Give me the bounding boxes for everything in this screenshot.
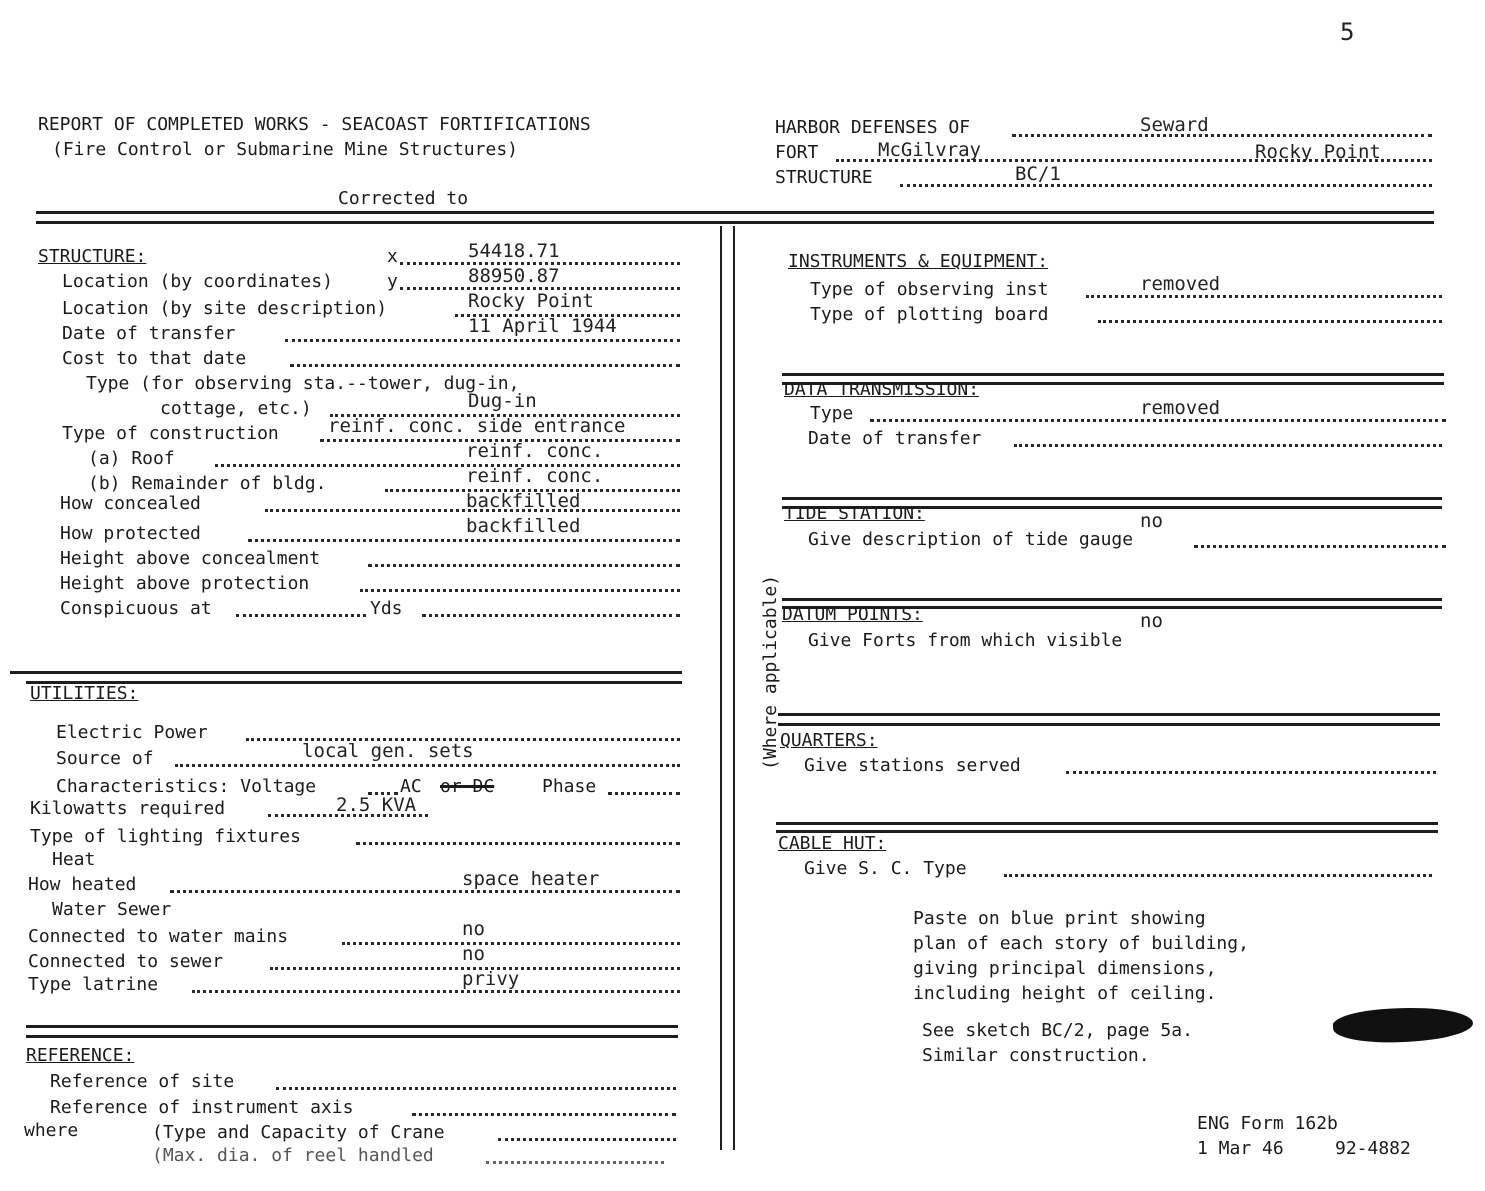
top-rule-2 <box>36 221 1434 224</box>
report-title: REPORT OF COMPLETED WORKS - SEACOAST FORTIFICATIONS <box>38 114 591 135</box>
char-dots-2 <box>608 792 680 795</box>
datum-points-value: no <box>1140 610 1163 632</box>
harbor-label: HARBOR DEFENSES OF <box>775 117 971 138</box>
quarters-heading: QUARTERS: <box>780 730 878 751</box>
reference-rule-2 <box>26 1035 678 1038</box>
quarters-desc-label: Give stations served <box>804 755 1021 776</box>
sketch-note-line1: See sketch BC/2, page 5a. <box>922 1020 1193 1041</box>
heated-label: How heated <box>28 874 137 895</box>
tide-rule-1 <box>782 497 1442 500</box>
paste-note-line3: giving principal dimensions, <box>913 958 1217 979</box>
observing-label: Type of observing inst <box>810 279 1049 300</box>
reference-rule-1 <box>26 1025 678 1028</box>
structure-header-value: BC/1 <box>1015 163 1061 185</box>
top-rule-1 <box>36 211 1434 214</box>
cost-dots <box>290 364 680 367</box>
instruments-heading: INSTRUMENTS & EQUIPMENT: <box>788 251 1049 272</box>
sketch-note-line2: Similar construction. <box>922 1045 1150 1066</box>
heat-label: Heat <box>52 849 96 870</box>
water-mains-label: Connected to water mains <box>28 926 289 947</box>
form-id-date: 1 Mar 46 <box>1197 1138 1284 1159</box>
reel-dots <box>486 1161 664 1164</box>
paste-note-line4: including height of ceiling. <box>913 983 1217 1004</box>
height-concealment-label: Height above concealment <box>60 548 321 569</box>
latrine-dots <box>192 990 680 993</box>
plotting-dots <box>1098 320 1442 323</box>
dt-type-dots <box>870 419 1446 422</box>
remainder-label: (b) Remainder of bldg. <box>88 473 327 494</box>
cable-dots <box>1004 874 1432 877</box>
date-transfer-label: Date of transfer <box>62 323 236 344</box>
crane-dots <box>498 1138 676 1141</box>
where-label: where <box>24 1120 79 1141</box>
quarters-rule-2 <box>778 723 1440 726</box>
fort-value: McGilvray <box>878 139 981 161</box>
concealed-value: backfilled <box>466 490 581 512</box>
tide-station-heading: TIDE STATION: <box>784 503 925 524</box>
datum-rule-1 <box>782 598 1442 601</box>
kw-value: 2.5 KVA <box>336 794 417 816</box>
loc-site-value: Rocky Point <box>468 290 594 312</box>
conspicuous-dots-1 <box>236 614 366 617</box>
datum-desc-label: Give Forts from which visible <box>808 630 1123 651</box>
date-transfer-dots <box>285 339 680 342</box>
crane-label: (Type and Capacity of Crane <box>152 1122 445 1143</box>
paste-note-line1: Paste on blue print showing <box>913 908 1206 929</box>
fort-label: FORT <box>775 142 819 163</box>
sewer-label: Connected to sewer <box>28 951 224 972</box>
concealed-label: How concealed <box>60 493 201 514</box>
ref-site-dots <box>276 1087 676 1090</box>
x-value: 54418.71 <box>468 240 560 262</box>
loc-coord-label: Location (by coordinates) <box>62 271 333 292</box>
protected-dots <box>248 539 680 542</box>
height-concealment-dots <box>368 564 680 567</box>
electric-label: Electric Power <box>56 722 208 743</box>
roof-label: (a) Roof <box>88 448 175 469</box>
conspicuous-unit: Yds <box>370 598 403 619</box>
y-value: 88950.87 <box>468 265 560 287</box>
structure-heading: STRUCTURE: <box>38 246 147 267</box>
reel-label: (Max. dia. of reel handled <box>152 1145 434 1166</box>
data-transmission-heading: DATA TRANSMISSION: <box>784 379 980 400</box>
structure-header-dots <box>900 184 1432 187</box>
remainder-value: reinf. conc. <box>466 465 604 487</box>
char-phase: Phase <box>542 776 597 797</box>
protected-label: How protected <box>60 523 201 544</box>
quarters-rule-1 <box>778 713 1440 716</box>
tide-desc-dots <box>1194 545 1446 548</box>
heated-value: space heater <box>462 868 600 890</box>
utilities-heading: UTILITIES: <box>30 683 139 704</box>
type-label-2: cottage, etc.) <box>160 398 312 419</box>
latrine-label: Type latrine <box>28 974 159 995</box>
conspicuous-dots-2 <box>422 614 680 617</box>
tide-desc-label: Give description of tide gauge <box>808 529 1134 550</box>
dt-type-label: Type <box>810 403 854 424</box>
protected-value: backfilled <box>466 515 581 537</box>
lighting-dots <box>356 842 680 845</box>
conspicuous-label: Conspicuous at <box>60 598 212 619</box>
x-label: x <box>387 246 398 267</box>
where-applicable-note: (Where applicable) <box>760 574 781 770</box>
observing-dots <box>1086 295 1442 298</box>
latrine-value: privy <box>462 968 520 990</box>
heated-dots <box>170 890 680 893</box>
height-protection-dots <box>360 589 680 592</box>
form-id-line1: ENG Form 162b <box>1197 1113 1338 1134</box>
reference-heading: REFERENCE: <box>26 1045 135 1066</box>
form-id-number: 92-4882 <box>1335 1138 1411 1159</box>
sewer-value: no <box>462 943 485 965</box>
data-rule-1 <box>782 373 1444 376</box>
paste-note-line2: plan of each story of building, <box>913 933 1249 954</box>
cost-label: Cost to that date <box>62 348 247 369</box>
plotting-label: Type of plotting board <box>810 304 1049 325</box>
type-label-1: Type (for observing sta.--tower, dug-in, <box>86 373 520 394</box>
cable-rule-1 <box>776 822 1438 825</box>
char-ac: AC <box>400 776 422 797</box>
type-value: Dug-in <box>468 390 537 412</box>
y-label: y <box>387 271 398 292</box>
height-protection-label: Height above protection <box>60 573 310 594</box>
ref-site-label: Reference of site <box>50 1071 235 1092</box>
kw-label: Kilowatts required <box>30 798 226 819</box>
redaction-mark <box>1332 1004 1474 1045</box>
source-dots <box>175 764 680 767</box>
ref-axis-dots <box>412 1113 676 1116</box>
water-mains-dots <box>342 942 680 945</box>
report-subtitle: (Fire Control or Submarine Mine Structures) <box>52 139 518 160</box>
observing-value: removed <box>1140 273 1221 295</box>
tide-station-value: no <box>1140 510 1163 532</box>
source-label: Source of <box>56 748 154 769</box>
construction-label: Type of construction <box>62 423 279 444</box>
water-mains-value: no <box>462 918 485 940</box>
water-sewer-label: Water Sewer <box>52 899 172 920</box>
corrected-to-label: Corrected to <box>338 188 469 209</box>
roof-dots <box>215 464 680 467</box>
cable-hut-heading: CABLE HUT: <box>778 833 887 854</box>
dt-date-dots <box>1014 444 1442 447</box>
utilities-rule-1 <box>10 671 682 674</box>
datum-points-heading: DATUM POINTS: <box>782 604 923 625</box>
structure-header-label: STRUCTURE <box>775 167 873 188</box>
harbor-value: Seward <box>1140 114 1209 136</box>
ref-axis-label: Reference of instrument axis <box>50 1097 354 1118</box>
dt-type-value: removed <box>1140 397 1221 419</box>
char-label: Characteristics: Voltage <box>56 776 317 797</box>
center-rule-2 <box>733 226 735 1150</box>
quarters-dots <box>1066 771 1436 774</box>
page-number: 5 <box>1340 18 1355 46</box>
source-value: local gen. sets <box>302 740 474 762</box>
cable-desc-label: Give S. C. Type <box>804 858 967 879</box>
roof-value: reinf. conc. <box>466 440 604 462</box>
construction-value: reinf. conc. side entrance <box>328 415 626 437</box>
date-transfer-value: 11 April 1944 <box>468 315 617 337</box>
center-rule-1 <box>720 226 722 1150</box>
dt-date-label: Date of transfer <box>808 428 982 449</box>
lighting-label: Type of lighting fixtures <box>30 826 301 847</box>
char-strike: or DC <box>440 776 495 797</box>
fort-location: Rocky Point <box>1255 141 1381 163</box>
harbor-dots <box>1012 134 1432 137</box>
loc-site-label: Location (by site description) <box>62 298 388 319</box>
